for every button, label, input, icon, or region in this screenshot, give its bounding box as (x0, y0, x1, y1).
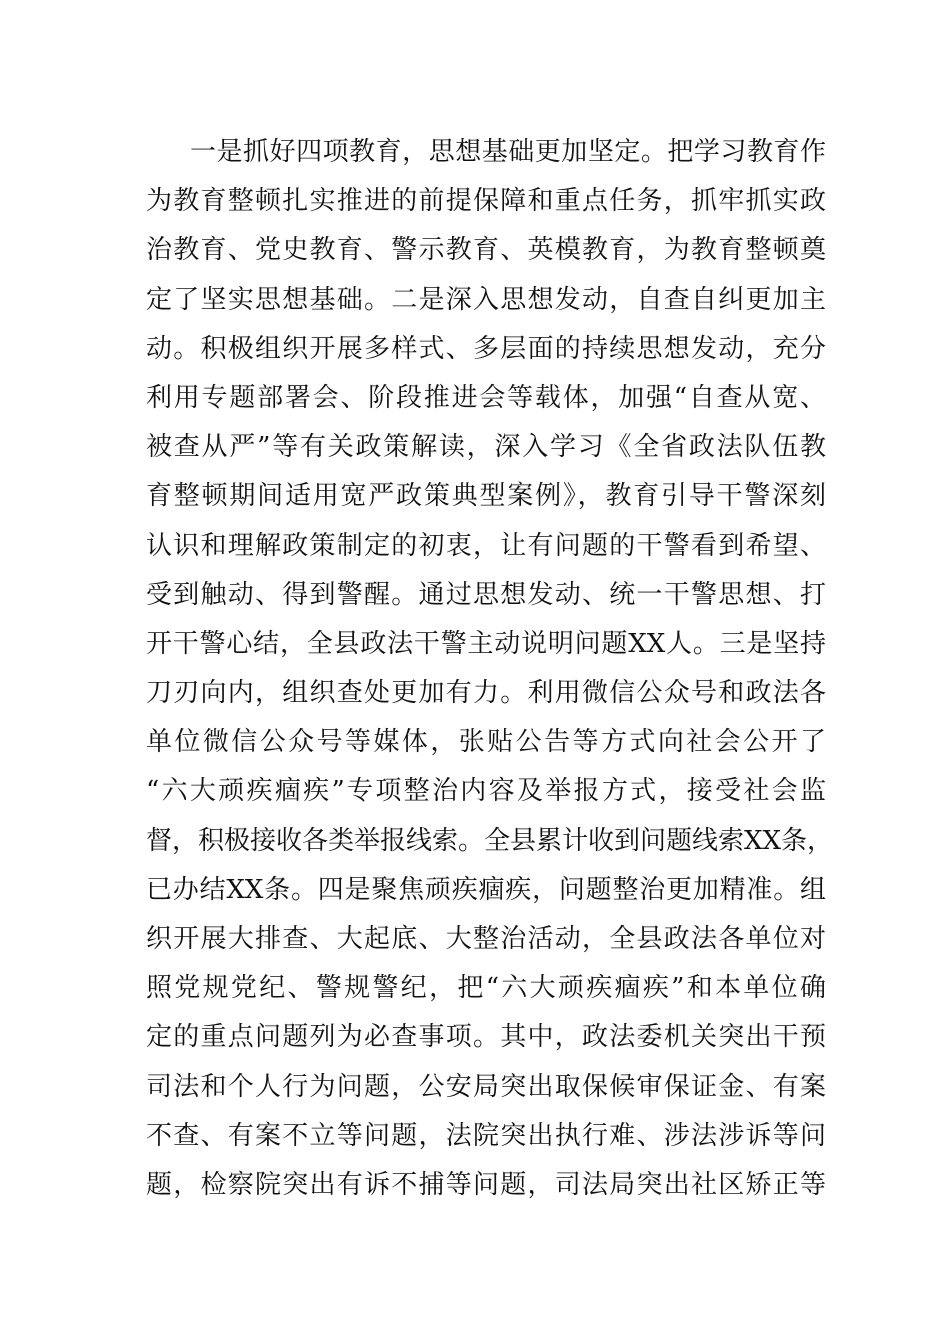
text-line: 题，检察院突出有诉不捕等问题，司法局突出社区矫正等 (146, 1169, 826, 1200)
text-line: 开干警心结，全县政法干警主动说明问题XX人。三是坚持 (146, 628, 826, 659)
text-line: 利用专题部署会、阶段推进会等载体，加强“自查从宽、 (146, 382, 826, 413)
text-line: 动。积极组织开展多样式、多层面的持续思想发动，充分 (146, 333, 826, 364)
text-line: 已办结XX条。四是聚焦顽疾痼疾，问题整治更加精准。组 (146, 874, 826, 905)
text-line: 定的重点问题列为必查事项。其中，政法委机关突出干预 (146, 1022, 826, 1053)
text-line: 不查、有案不立等问题，法院突出执行难、涉法涉诉等问 (146, 1120, 826, 1151)
text-line: 为教育整顿扎实推进的前提保障和重点任务，抓牢抓实政 (146, 186, 826, 217)
text-line: 治教育、党史教育、警示教育、英模教育，为教育整顿奠 (146, 235, 826, 266)
text-line: 单位微信公众号等媒体，张贴公告等方式向社会公开了 (146, 727, 826, 758)
text-line: 定了坚实思想基础。二是深入思想发动，自查自纠更加主 (146, 284, 826, 315)
text-line: 照党规党纪、警规警纪，把“六大顽疾痼疾”和本单位确 (146, 973, 826, 1004)
text-line: 织开展大排查、大起底、大整治活动，全县政法各单位对 (146, 924, 826, 954)
text-line: 督，积极接收各类举报线索。全县累计收到问题线索XX条， (146, 825, 834, 856)
text-line: 认识和理解政策制定的初衷，让有问题的干警看到希望、 (146, 530, 826, 561)
text-line: 刀刃向内，组织查处更加有力。利用微信公众号和政法各 (146, 678, 826, 709)
text-line: 育整顿期间适用宽严政策典型案例》，教育引导干警深刻 (146, 481, 826, 512)
text-line: 被查从严”等有关政策解读，深入学习《全省政法队伍教 (146, 432, 826, 463)
text-line: 司法和个人行为问题，公安局突出取保候审保证金、有案 (146, 1071, 826, 1102)
text-line: 一是抓好四项教育，思想基础更加坚定。把学习教育作 (190, 137, 826, 167)
text-line: 受到触动、得到警醒。通过思想发动、统一干警思想、打 (146, 579, 826, 610)
text-line: “六大顽疾痼疾”专项整治内容及举报方式，接受社会监 (146, 776, 826, 807)
body-paragraph (146, 128, 834, 1210)
